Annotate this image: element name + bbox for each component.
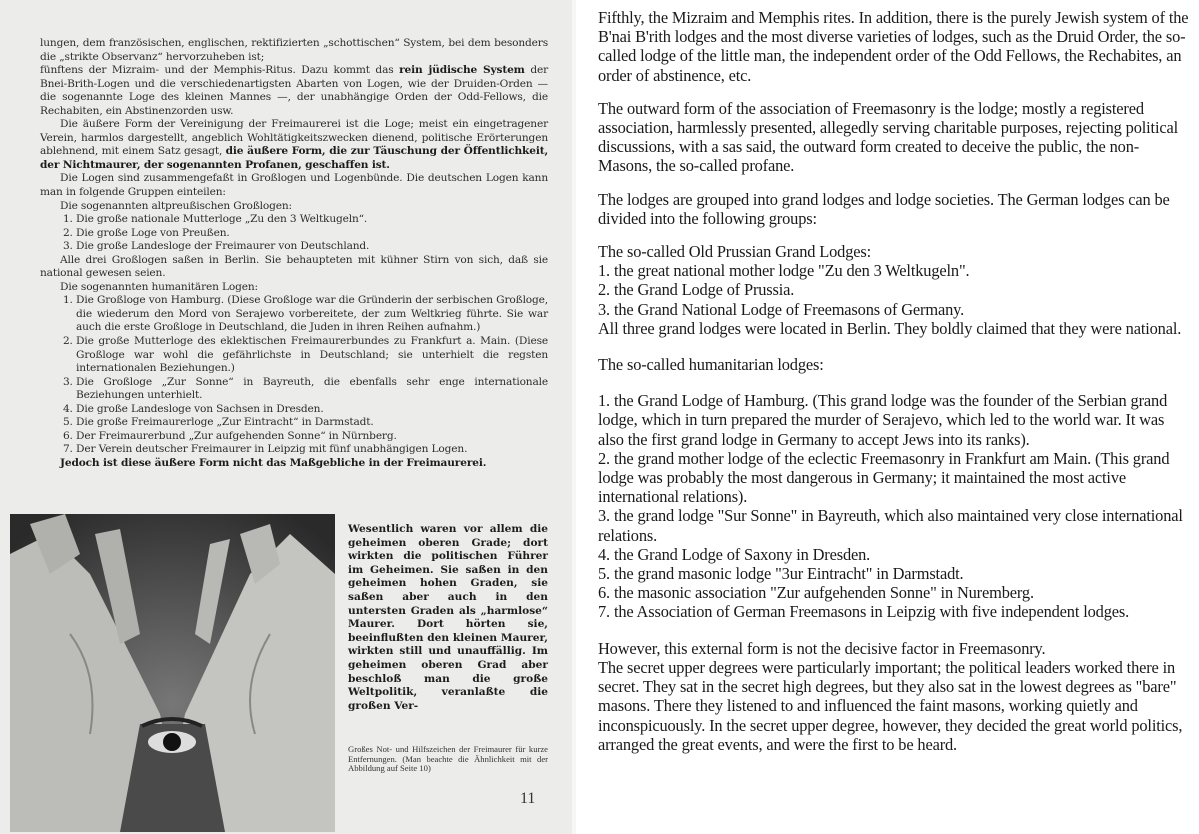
list-item: 3. the Grand National Lodge of Freemasons of Germany. [598, 299, 965, 319]
translation-paragraph: The secret upper degrees were particularly important; the political leaders worked there in secret. They sat in the secret high degrees, but they also sat in the lowest degrees as "bare" masons. There they listened to and influenced the faint masons, working quietly and inconspicuously. In the secret upper degree, however, they decided the great world politics, arranged the great events, and were the first to be heard. [598, 657, 1183, 754]
list-item: 7. Der Verein deutscher Freimaurer in Leipzig mit fünf unabhängigen Logen. [76, 443, 548, 457]
scanned-german-page [0, 0, 572, 834]
photo-caption: Großes Not- und Hilfszeichen der Freimaurer für kurze Entfernungen. (Man beachte die Ähnlichkeit mit der Abbildung auf Seite 10) [348, 744, 548, 774]
page-divider [572, 0, 576, 834]
old-prussian-list [598, 261, 1192, 319]
german-paragraph: Alle drei Großlogen saßen in Berlin. Sie behaupteten mit kühner Stirn von sich, daß sie national gewesen seien. [40, 253, 548, 280]
bold-text: die äußere Form, die zur Täuschung der Öffentlichkeit, der Nichtmaurer, der sogenannten Profanen, geschaffen ist. [40, 145, 548, 171]
german-heading: Die sogenannten humanitären Logen: [60, 280, 258, 293]
section-heading: The so-called humanitarian lodges: [598, 355, 824, 375]
list-item: 2. the grand mother lodge of the eclectic Freemasonry in Frankfurt am Main. (This grand lodge was probably the most dangerous in Germany; it maintained the most active international relations). [598, 448, 1170, 507]
german-list-humanitarian [40, 294, 548, 457]
german-paragraph: lungen, dem französischen, englischen, rektifizierten „schottischen“ System, bei dem besonders die „strikte Observanz“ hervorzuheben ist; [40, 37, 548, 63]
list-item: 1. the Grand Lodge of Hamburg. (This grand lodge was the founder of the Serbian grand lodge, which in turn prepared the murder of Serajevo, which led to the world war. It was also the first grand lodge in Germany to accept Jews into its ranks). [598, 391, 1168, 449]
old-prussian-section [598, 242, 1192, 338]
list-item: 6. Der Freimaurerbund „Zur aufgehenden Sonne“ in Nürnberg. [76, 430, 548, 444]
german-heading: Die sogenannten altpreußischen Großlogen: [60, 199, 292, 212]
list-item: 6. the masonic association "Zur aufgehenden Sonne" in Nuremberg. [598, 583, 1034, 603]
however-line: However, this external form is not the decisive factor in Freemasonry. [598, 638, 1046, 658]
section-heading: The so-called Old Prussian Grand Lodges: [598, 242, 872, 262]
german-paragraph-bold [40, 457, 548, 471]
list-item: 1. Die große nationale Mutterloge „Zu den 3 Weltkugeln“. [76, 213, 548, 227]
translation-paragraph: The lodges are grouped into grand lodges and lodge societies. The German lodges can be divided into the following groups: [598, 189, 1170, 228]
list-item: 3. Die Großloge „Zur Sonne“ in Bayreuth, die ebenfalls sehr enge internationale Beziehungen unterhielt. [76, 376, 548, 403]
list-item: 4. the Grand Lodge of Saxony in Dresden. [598, 544, 871, 564]
list-item: 7. the Association of German Freemasons in Leipzig with five independent lodges. [598, 602, 1130, 622]
bold-text: rein jüdische System [399, 64, 525, 77]
text-span: der Bnei-Brith-Logen und die verschiedenartigsten Abarten von Logen, wie der Druiden-Orden — die sogenannte Loge des kleinen Mannes —, der unabhängige Orden der Odd-Fellows, die Rechabiten, ein Abstinenzorden usw. [40, 64, 548, 117]
bold-text: Jedoch ist diese äußere Form nicht das Maßgebliche in der Freimaurerei. [60, 456, 487, 469]
list-item: 1. the great national mother lodge "Zu den 3 Weltkugeln". [598, 261, 970, 281]
text-span: fünftens der Mizraim- und der Memphis-Ritus. Dazu kommt das [40, 64, 400, 77]
german-list-old-prussian [40, 213, 548, 254]
text-span: Die äußere Form der Vereinigung der Freimaurerei ist die Loge; meist ein eingetragener Verein, harmlos dargestellt, angeblich Wohltätigkeitszwecken dienend, politische Erörterungen ablehnend, mit einem Satz gesagt, [40, 118, 548, 158]
berlin-note: All three grand lodges were located in Berlin. They boldly claimed that they were national. [598, 318, 1182, 338]
english-translation [598, 8, 1192, 754]
list-item: 5. Die große Freimaurerloge „Zur Eintracht“ in Darmstadt. [76, 416, 548, 430]
list-item: 2. the Grand Lodge of Prussia. [598, 280, 795, 300]
german-text-body [40, 37, 548, 471]
list-item: 4. Die große Landesloge von Sachsen in Dresden. [76, 403, 548, 417]
translation-paragraph: Fifthly, the Mizraim and Memphis rites. In addition, there is the purely Jewish system of the B'nai B'rith lodges and the most diverse varieties of lodges, such as the Druid Order, the so-called lodge of the little man, the independent order of the Odd Fellows, the Rechabites, an order of abstinence, etc. [598, 8, 1189, 85]
list-item: 2. Die große Loge von Preußen. [76, 227, 548, 241]
list-item: 2. Die große Mutterloge des eklektischen Freimaurerbundes zu Frankfurt a. Main. (Diese Großloge war wohl die gefährlichste in Deutschland; sie unterhielt die regsten internationalen Beziehungen.) [76, 335, 548, 376]
hands-triangle-photo [10, 514, 335, 832]
list-item: 5. the grand masonic lodge "3ur Eintracht" in Darmstadt. [598, 564, 964, 584]
list-item: 3. Die große Landesloge der Freimaurer von Deutschland. [76, 240, 548, 254]
list-item: 1. Die Großloge von Hamburg. (Diese Großloge war die Gründerin der serbischen Großloge, die wiederum den Mord von Serajewo vorbereitete, der zum Weltkrieg führte. Sie war auch die erste Großloge in Deutschland, die Juden in ihren Reihen aufnahm.) [76, 294, 548, 335]
humanitarian-list [598, 391, 1192, 621]
list-item: 3. the grand lodge "Sur Sonne" in Bayreuth, which also maintained very close international relations. [598, 506, 1183, 545]
german-paragraph: Die Logen sind zusammengefaßt in Großlogen und Logenbünde. Die deutschen Logen kann man in folgende Gruppen einteilen: [40, 172, 548, 199]
page-number: 11 [520, 790, 536, 807]
german-paragraph [40, 64, 548, 118]
german-side-column: Wesentlich waren vor allem die geheimen oberen Grade; dort wirkten die politischen Führer im Geheimen. Sie saßen in den geheimen hohen Graden, sie saßen aber auch in den untersten Graden als „harmlose“ Maurer. Dort hörten sie, beeinflußten den kleinen Maurer, wirkten still und unauffällig. Im geheimen oberen Grad aber beschloß man die große Weltpolitik, veranlaßte die großen Ver- [348, 523, 548, 712]
photo-illustration [10, 514, 335, 832]
translation-paragraph: The outward form of the association of Freemasonry is the lodge; mostly a registered association, harmlessly presented, allegedly serving charitable purposes, rejecting political discussions, with a sas said, the outward form created to deceive the public, the non-Masons, the so-called profane. [598, 98, 1179, 176]
german-paragraph [40, 118, 548, 172]
